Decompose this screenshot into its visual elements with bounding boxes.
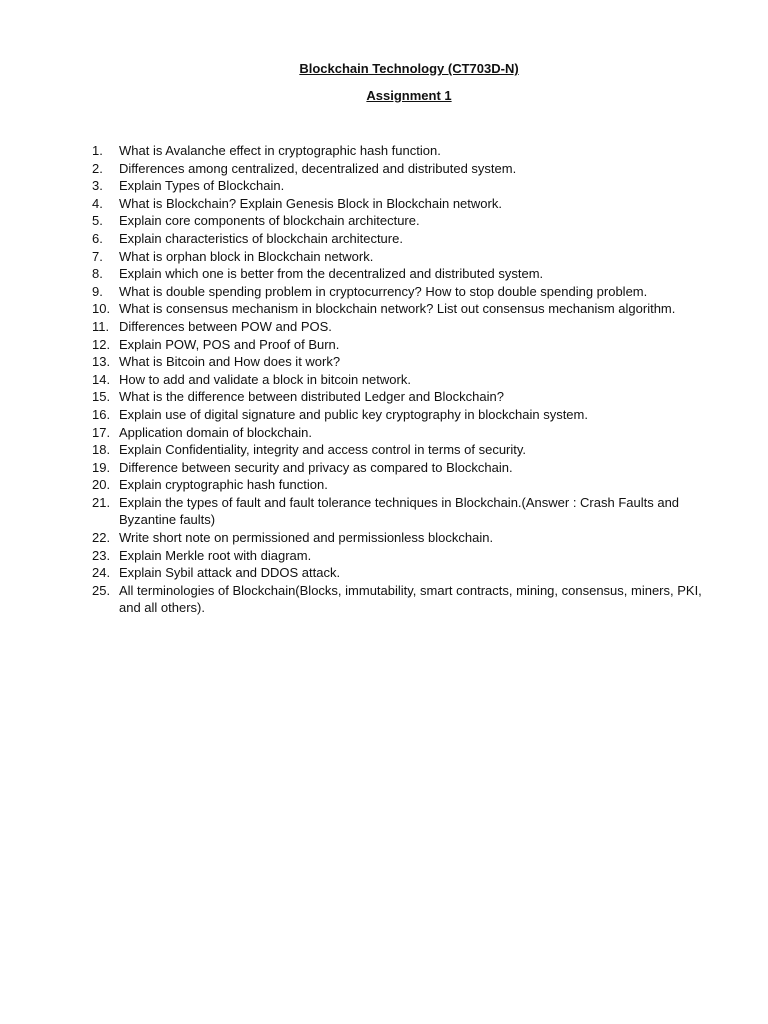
question-item-24 <box>92 564 712 582</box>
question-item-1 <box>92 142 712 160</box>
question-text: Explain core components of blockchain architecture. <box>119 213 420 229</box>
question-text: Explain Types of Blockchain. <box>119 178 285 194</box>
question-item-17 <box>92 424 712 442</box>
question-item-6 <box>92 230 712 248</box>
question-number: 11. <box>92 318 110 334</box>
question-item-10 <box>92 300 712 318</box>
question-item-16 <box>92 406 712 424</box>
question-item-20 <box>92 476 712 494</box>
question-number: 4. <box>92 195 103 211</box>
question-item-11 <box>92 318 712 336</box>
question-number: 9. <box>92 283 103 299</box>
question-text: What is double spending problem in cryptocurrency? How to stop double spending problem. <box>119 283 648 299</box>
question-list <box>92 142 712 617</box>
question-item-19 <box>92 459 712 477</box>
question-item-8 <box>92 265 712 283</box>
question-item-2 <box>92 160 712 178</box>
assignment-title: Assignment 1 <box>366 88 452 103</box>
question-text: What is consensus mechanism in blockchain network? List out consensus mechanism algorithm. <box>119 301 676 317</box>
question-item-21 <box>92 494 712 529</box>
question-number: 1. <box>92 143 103 158</box>
question-number: 24. <box>92 565 111 581</box>
question-item-22 <box>92 529 712 547</box>
question-text: Differences among centralized, decentralized and distributed system. <box>119 160 517 176</box>
question-item-3 <box>92 177 712 195</box>
question-text: Differences between POW and POS. <box>119 318 332 334</box>
question-text: Write short note on permissioned and permissionless blockchain. <box>119 530 494 546</box>
question-text: What is Avalanche effect in cryptographic hash function. <box>119 143 441 158</box>
question-text: Difference between security and privacy as compared to Blockchain. <box>119 459 513 475</box>
question-number: 16. <box>92 406 111 422</box>
question-text: Explain use of digital signature and public key cryptography in blockchain system. <box>119 406 588 422</box>
question-number: 5. <box>92 213 103 229</box>
question-number: 12. <box>92 336 111 352</box>
question-text: Explain which one is better from the decentralized and distributed system. <box>119 266 544 282</box>
question-text: Explain POW, POS and Proof of Burn. <box>119 336 340 352</box>
question-item-25 <box>92 582 712 617</box>
question-text: What is Blockchain? Explain Genesis Block in Blockchain network. <box>119 195 502 211</box>
question-number: 10. <box>92 301 111 317</box>
question-text: Application domain of blockchain. <box>119 424 312 440</box>
question-text: Explain the types of fault and fault tolerance techniques in Blockchain.(Answer : Crash Faults and Byzantine faults) <box>119 494 680 528</box>
question-item-13 <box>92 353 712 371</box>
question-item-7 <box>92 248 712 266</box>
question-text: Explain Confidentiality, integrity and access control in terms of security. <box>119 442 527 458</box>
question-number: 23. <box>92 547 111 563</box>
question-item-12 <box>92 336 712 354</box>
question-number: 3. <box>92 178 103 194</box>
question-text: What is Bitcoin and How does it work? <box>119 354 341 370</box>
question-number: 14. <box>92 371 111 387</box>
question-item-15 <box>92 388 712 406</box>
question-number: 22. <box>92 530 111 546</box>
question-number: 8. <box>92 266 103 282</box>
question-number: 21. <box>92 494 111 510</box>
question-number: 17. <box>92 424 111 440</box>
question-number: 15. <box>92 389 111 405</box>
question-text: What is the difference between distributed Ledger and Blockchain? <box>119 389 504 405</box>
question-number: 20. <box>92 477 111 493</box>
question-number: 6. <box>92 230 103 246</box>
question-item-14 <box>92 371 712 389</box>
question-text: All terminologies of Blockchain(Blocks, immutability, smart contracts, mining, consensus, miners, PKI, and all others). <box>119 582 702 616</box>
course-title: Blockchain Technology (CT703D-N) <box>299 61 519 76</box>
question-item-9 <box>92 283 712 301</box>
question-number: 13. <box>92 354 111 370</box>
question-number: 18. <box>92 442 111 458</box>
question-text: How to add and validate a block in bitcoin network. <box>119 371 411 387</box>
question-item-5 <box>92 212 712 230</box>
question-number: 19. <box>92 459 111 475</box>
question-text: Explain cryptographic hash function. <box>119 477 328 493</box>
question-item-18 <box>92 441 712 459</box>
question-item-4 <box>92 195 712 213</box>
question-number: 2. <box>92 160 103 176</box>
question-text: Explain Merkle root with diagram. <box>119 547 312 563</box>
question-text: What is orphan block in Blockchain network. <box>119 248 374 264</box>
question-number: 7. <box>92 248 103 264</box>
question-number: 25. <box>92 582 111 598</box>
question-item-23 <box>92 547 712 565</box>
question-text: Explain Sybil attack and DDOS attack. <box>119 565 341 581</box>
question-text: Explain characteristics of blockchain architecture. <box>119 230 403 246</box>
